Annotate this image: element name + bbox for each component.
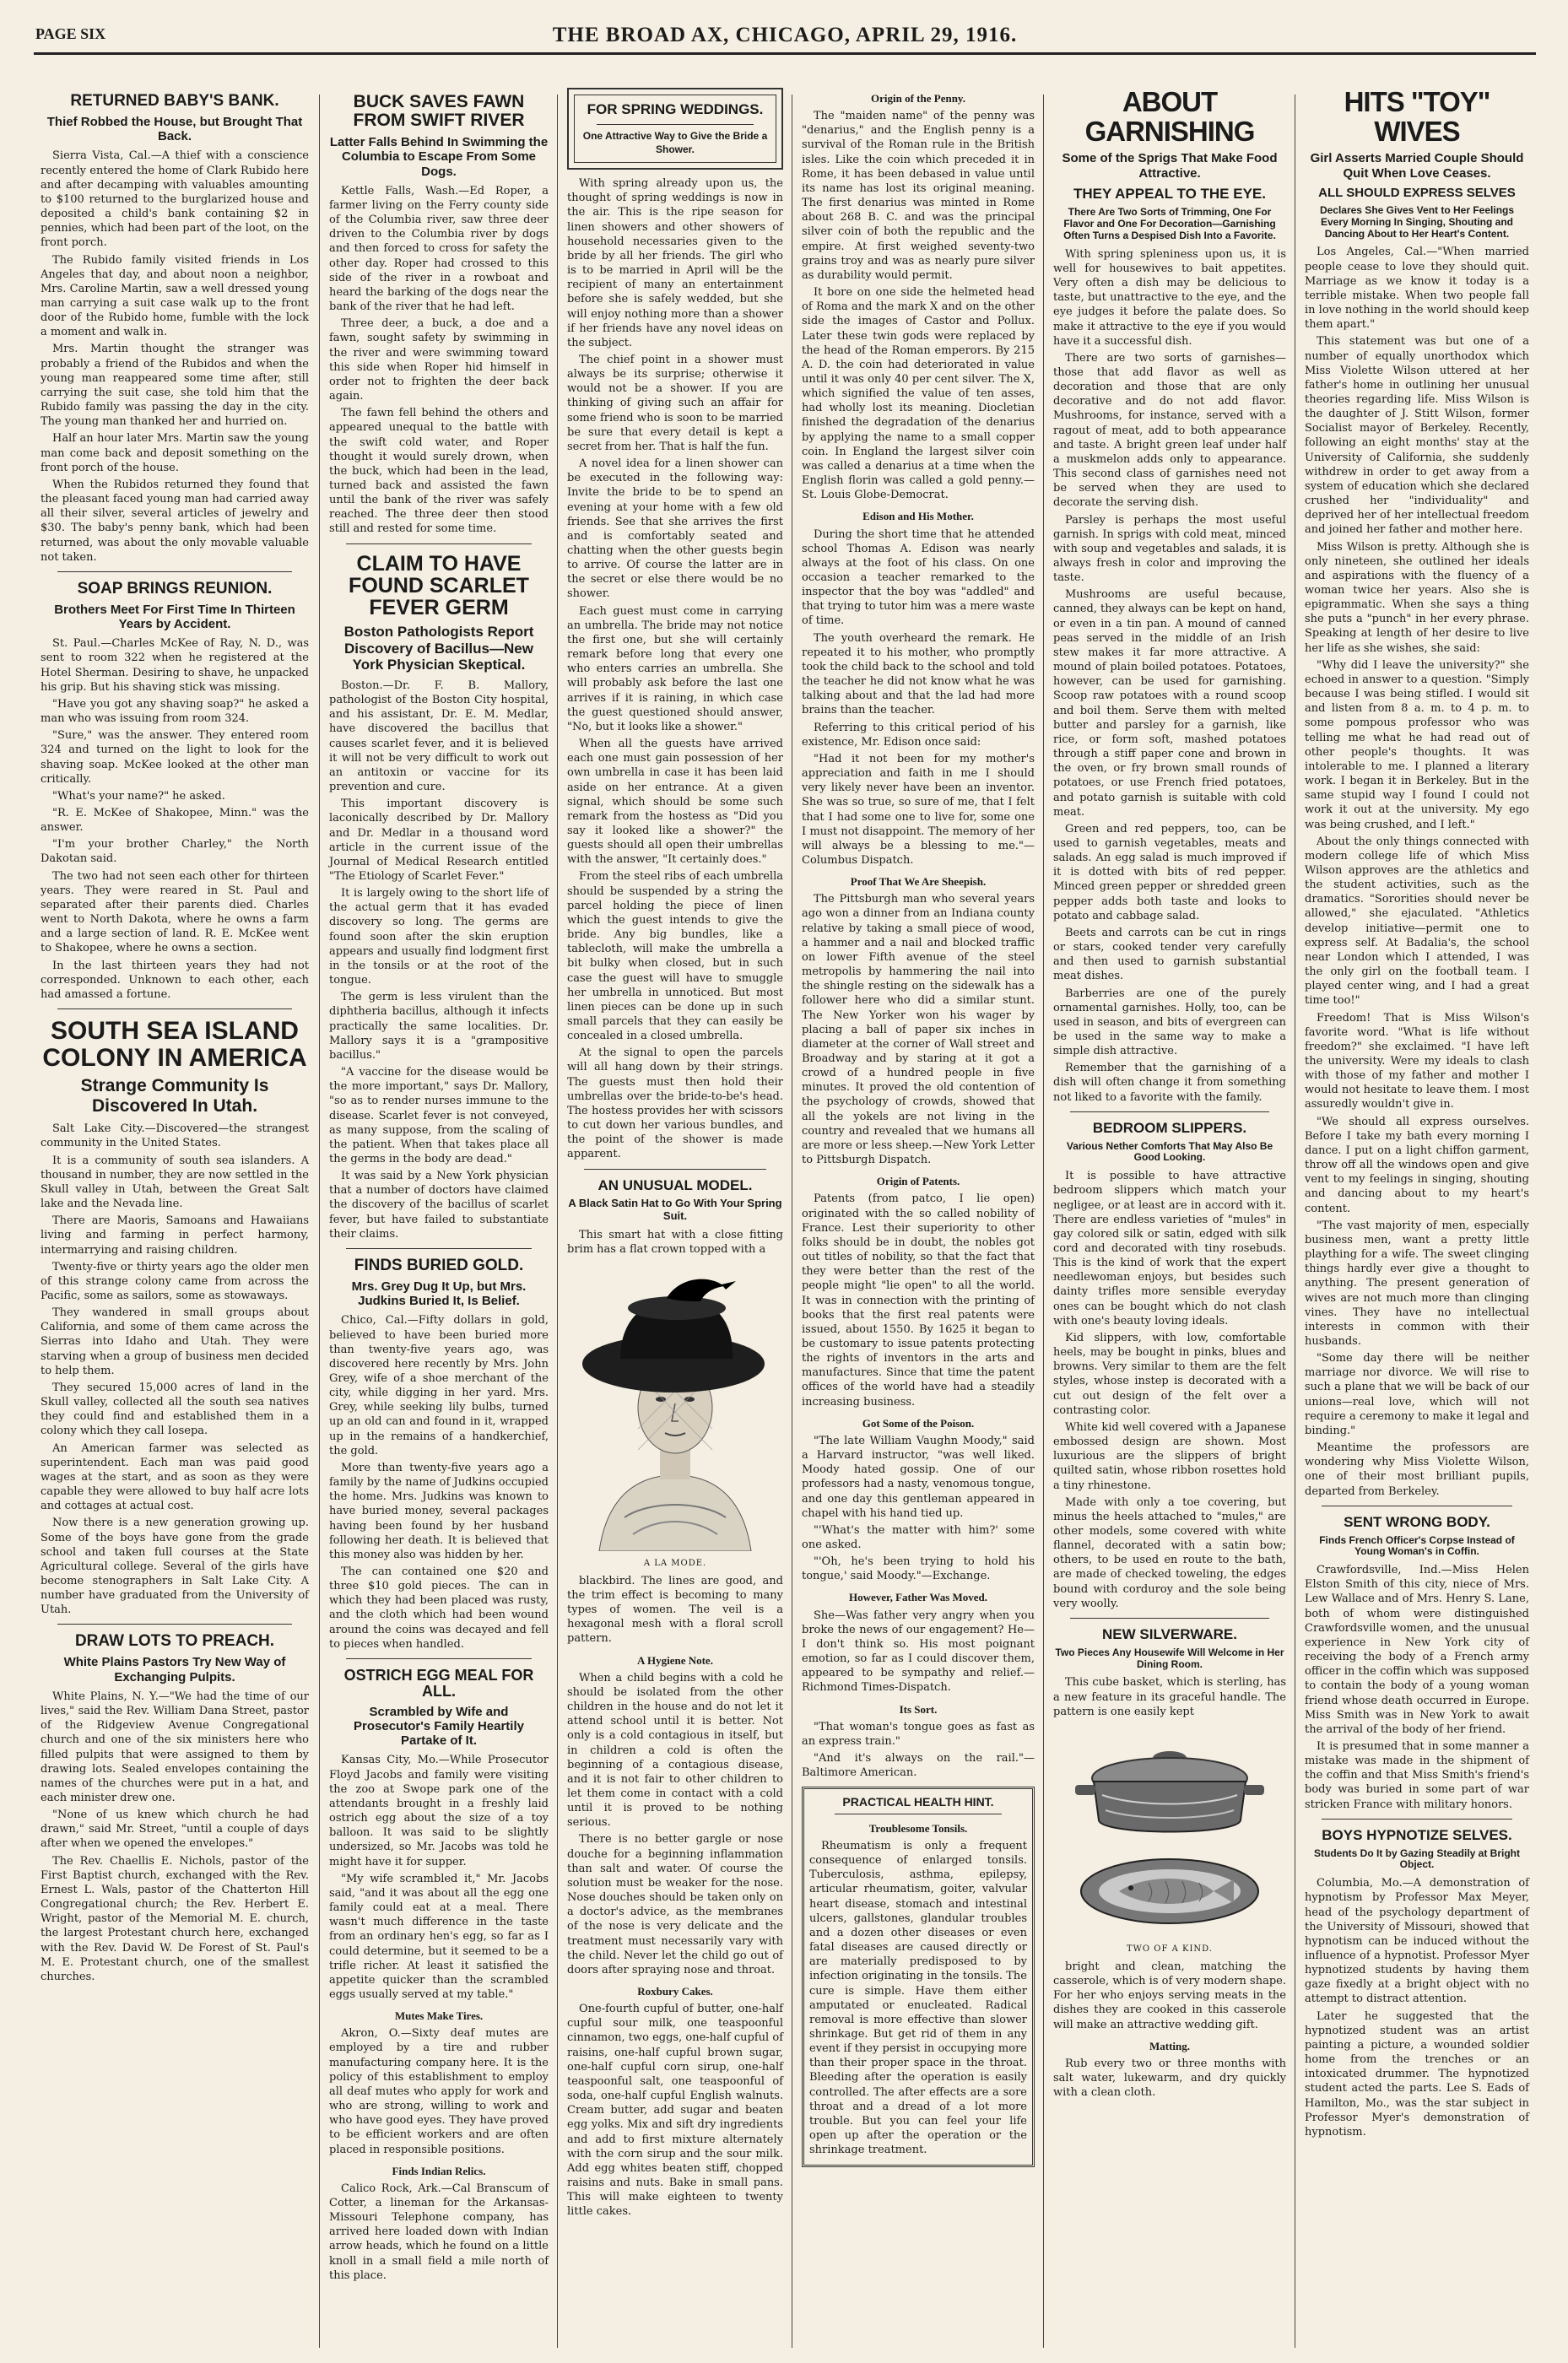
divider xyxy=(57,1008,292,1009)
figure-caption: TWO OF A KIND. xyxy=(1126,1944,1214,1954)
article-headline: BUCK SAVES FAWN FROM SWIFT RIVER xyxy=(353,92,525,131)
article-headline: Finds Indian Relics. xyxy=(392,2164,486,2177)
article-headline: Origin of the Penny. xyxy=(871,92,965,105)
paragraph: When the Rubidos returned they found that the pleasant faced young man had carried away all their silver, several articles of jewelry and $30. The baby's penny bank, which had been returned, was about the only movable valuable not taken. xyxy=(41,478,309,564)
paragraph: Kid slippers, with low, comfortable heels, may be bought in pinks, blues and browns. Very similar to them are the felt styles, whose instep is decorated with a cut out design of the felt over a contrasting color. xyxy=(1053,1331,1286,1417)
divider xyxy=(57,571,292,572)
paragraph: Boston.—Dr. F. B. Mallory, pathologist of the Boston City hospital, and his assistant, Dr. E. M. Medlar, have discovered the bacillus that causes scarlet fever, and it is believed it will not be very difficult to work out an antitoxin or vaccine for its prevention and cure. xyxy=(329,679,549,794)
article-subhead: Various Nether Comforts That May Also Be Good Looking. xyxy=(1066,1139,1273,1164)
paragraph: "Had it not been for my mother's appreciation and faith in me I should very likely never have been an inventor. She was so true, so sure of me, that I felt that I had some one to live for, some one I must not disappoint. The memory of her will always be a blessing to me."—Columbus Dispatch. xyxy=(802,752,1035,867)
paragraph: The chief point in a shower must always be its surprise; otherwise it would not be a shower. If you are thinking of giving such an affair for some friend who is soon to be married be sure that every detail is kept a secret from her. That is half the fun. xyxy=(567,353,783,453)
paragraph: Mushrooms are useful because, canned, they always can be kept on hand, or even in a tin pan. A mound of canned peas served in the middle of an Irish stew makes it far more attractive. A mound of plain boiled potatoes. Potatoes, however, can be used for garnishing. Scoop raw potatoes with a round scoop and boil them. Serve them with melted butter and parsley for a garnish, like rice, or form soft, mashed potatoes through a stiff paper cone and brown in the oven, or fry brown small rounds of potatoes, or use French fried potatoes, and potato garnish is suitable with cold meat. xyxy=(1053,588,1286,819)
article-headline: PRACTICAL HEALTH HINT. xyxy=(842,1795,994,1809)
article-subhead: Declares She Gives Vent to Her Feelings Every Morning In Singing, Shouting and Dancing About to Her Heart's Content. xyxy=(1319,204,1515,240)
paragraph: Parsley is perhaps the most useful garnish. In sprigs with cold meat, minced with soup and vegetables and salads, it is always fresh in color and improving the taste. xyxy=(1053,513,1286,585)
paragraph: Salt Lake City.—Discovered—the strangest community in the United States. xyxy=(41,1122,309,1150)
article-headline: Matting. xyxy=(1149,2039,1191,2052)
paragraph: With spring spleniness upon us, it is well for housewives to bait appetites. Very often a dish may be delicious to taste, but unattractive to the eye, and the eye judges it before the palate does. So make it attractive to the eye if you would have it a successful dish. xyxy=(1053,247,1286,348)
paragraph: White kid well covered with a Japanese embossed design are shown. Most luxurious are the slippers of bright quilted satin, whose ribbon rosettes hold a tiny rhinestone. xyxy=(1053,1420,1286,1492)
divider xyxy=(584,1169,766,1170)
paragraph: It was said by a New York physician that a number of doctors have claimed the discovery of the bacillus of scarlet fever, but have failed to substantiate their claims. xyxy=(329,1170,549,1241)
article-headline: RETURNED BABY'S BANK. xyxy=(70,92,279,110)
column-rule xyxy=(1043,95,1044,2348)
paragraph: During the short time that he attended school Thomas A. Edison was nearly always at the foot of his class. On one occasion a teacher remarked to the inspector that the boy was "addled" and that trying to tutor him was a mere waste of time. xyxy=(802,527,1035,628)
paragraph: The two had not seen each other for thirteen years. They were reared in St. Paul and separated after their parents died. Charles went to North Dakota, where he owns a farm and a large section of land. R. E. McKee went to Shakopee, where he owns a section. xyxy=(41,869,309,955)
paragraph: Three deer, a buck, a doe and a fawn, sought safety by swimming in the river and were swimming toward this side when Roper hid himself in order not to frighten the deer back again. xyxy=(329,317,549,403)
paragraph: Green and red peppers, too, can be used to garnish vegetables, meats and salads. An egg salad is much improved if it is dotted with bits of red pepper. Minced green pepper or shredded green pepper adds both taste and looks to potato and cabbage salad. xyxy=(1053,822,1286,922)
article-headline: Mutes Make Tires. xyxy=(394,2009,484,2023)
paragraph: "That woman's tongue goes as fast as an express train." xyxy=(802,1720,1035,1748)
divider xyxy=(346,1658,532,1659)
paragraph: "'Oh, he's been trying to hold his tongue,' said Moody."—Exchange. xyxy=(802,1555,1035,1583)
paragraph: blackbird. The lines are good, and the trim effect is becoming to many types of women. The veil is a hexagonal mesh with a floral scroll pattern. xyxy=(567,1574,783,1646)
article-headline: SOUTH SEA ISLAND COLONY IN AMERICA xyxy=(42,1017,307,1072)
paragraph: "And it's always on the rail."—Baltimore American. xyxy=(802,1752,1035,1780)
paragraph: The can contained one $20 and three $10 gold pieces. The can in which they had been placed was rusty, and the cloth which had been wound around the coins was decayed and fell to pieces when handled. xyxy=(329,1565,549,1651)
paragraph: "A vaccine for the disease would be the more important," says Dr. Mallory, "so as to render nurses immune to the disease. Scarlet fever is not conveyed, as many suppose, from the scaling of the patient. When that takes place all the germs in the body are dead." xyxy=(329,1066,549,1165)
paragraph: "My wife scrambled it," Mr. Jacobs said, "and it was about all the egg one family could eat at a meal. There wasn't much difference in the taste from an ordinary hen's egg, so far as I could determine, but it seemed to be a trifle richer. At least it satisfied the appetite quicker than the scrambled eggs usually served at my table." xyxy=(329,1872,549,2001)
paragraph: Calico Rock, Ark.—Cal Branscum of Cotter, a lineman for the Arkansas-Missouri Telephone company, has arrived here loaded down with Indian arrow heads, which he found on a little knoll in a small field a mile north of this place. xyxy=(329,2182,549,2282)
column-2 xyxy=(322,84,555,2329)
paragraph: They secured 15,000 acres of land in the Skull valley, collected all the south sea natives they could find and established them in a colony which they call Iosepa. xyxy=(41,1381,309,1438)
article-subhead: There Are Two Sorts of Trimming, One For Flavor and One For Decoration—Garnishing Often Turns a Despised Dish Into a Favorite. xyxy=(1063,206,1276,241)
paragraph: With spring already upon us, the thought of spring weddings is now in the air. This is the ripe season for linen showers and other showers of household necessaries given to the bride by all her friends. The girl who is to be married in April will be the recipient of many an entertainment before she is safely wedded, but she will enjoy nothing more than a shower if her friends have any novel ideas on the subject. xyxy=(567,177,783,349)
paragraph: A novel idea for a linen shower can be executed in the following way: Invite the bride to be to spend an evening at your home with a few old friends. See that she arrives the first and is comfortably seated and chatting when the other guests begin to arrive. Of course the latter are in the secret or else there would be no shower. xyxy=(567,457,783,601)
article-headline: BEDROOM SLIPPERS. xyxy=(1092,1119,1247,1136)
article-headline: Proof That We Are Sheepish. xyxy=(850,875,987,889)
paragraph: "The late William Vaughn Moody," said a Harvard instructor, "was well liked. Moody hated gossip. One of our professors had a nasty, venomous tongue, and one day this gentleman appeared in chapel with his hand tied up. xyxy=(802,1434,1035,1520)
paragraph: This cube basket, which is sterling, has a new feature in its graceful handle. The pattern is one easily kept xyxy=(1053,1676,1286,1718)
column-4 xyxy=(795,84,1041,2329)
paragraph: Later he suggested that the hypnotized student was an artist painting a picture, a wounded soldier home from the trenches or an intoxicated drummer. The hypnotized student acted the parts. Lee S. Eads of Hamilton, Mo., was the star subject in Professor Myer's demonstration of hypnotism. xyxy=(1305,2009,1529,2139)
paragraph: An American farmer was selected as superintendent. Each man was paid good wages at the start, and as soon as they were capable they were allowed to buy half acre lots and cottages at actual cost. xyxy=(41,1441,309,1513)
paragraph: "What's your name?" he asked. xyxy=(52,789,225,803)
paragraph: Akron, O.—Sixty deaf mutes are employed by a tire and rubber manufacturing company here. It is the policy of this establishment to employ all deaf mutes who apply for work and who are strong, willing to work and who have good eyes. They have proved to be efficient workers and are often placed in responsible positions. xyxy=(329,2027,549,2156)
column-rule xyxy=(319,95,320,2348)
paragraph: When a child begins with a cold he should be isolated from the other children in the house and do not let it attend school until it is better. Not only is a cold contagious in itself, but in children a cold is often the beginning of a contagious disease, and it is not fair to other children to let them come in contact with a cold until it is proved to be nothing serious. xyxy=(567,1671,783,1830)
divider xyxy=(1070,1618,1269,1619)
divider xyxy=(346,1248,532,1249)
column-6 xyxy=(1298,84,1536,2329)
paragraph: There are two sorts of garnishes—those that add flavor as well as decoration and those that are only decorative and do not add flavor. Mushrooms, for instance, served with a ragout of meat, add to both appearance and taste. A bright green leaf under half a muskmelon adds only to appearance. This second class of garnishes need not be served when they are used to decorate the serving dish. xyxy=(1053,351,1286,510)
article-headline: Got Some of the Poison. xyxy=(862,1416,975,1430)
paragraph: It is a community of south sea islanders. A thousand in number, they are now settled in the Skull valley in Utah, between the Great Salt lake and the Nevada line. xyxy=(41,1154,309,1211)
column-5 xyxy=(1046,84,1293,2329)
article-headline: Roxbury Cakes. xyxy=(637,1985,713,1998)
paragraph: "R. E. McKee of Shakopee, Minn." was the answer. xyxy=(41,806,309,835)
paragraph: It is largely owing to the short life of the actual germ that it has evaded discovery so long. The germs are found soon after the skin eruption appears and usually find lodgment first in the tonsils or at the root of the tongue. xyxy=(329,887,549,987)
paragraph: "Some day there will be neither marriage nor divorce. We will rise to such a plane that we will be back of our unions—real love, which will not require a ceremony to make it legal and binding." xyxy=(1305,1352,1529,1437)
article-subhead: A Black Satin Hat to Go With Your Spring Suit. xyxy=(568,1197,782,1223)
article-subhead: Two Pieces Any Housewife Will Welcome in Her Dining Room. xyxy=(1055,1646,1284,1670)
page-number: PAGE SIX xyxy=(35,25,106,42)
article-headline: AN UNUSUAL MODEL. xyxy=(597,1176,753,1193)
paragraph: She—Was father very angry when you broke the news of our engagement? He—I don't think so. His most poignant emotion, so far as I could discover them, appeared to be sympathy and relief.—Richmond Times-Dispatch. xyxy=(802,1609,1035,1695)
article-headline: A Hygiene Note. xyxy=(637,1653,713,1667)
paragraph: Kansas City, Mo.—While Prosecutor Floyd Jacobs and family were visiting the zoo at Swope park one of the attendants brought in a freshly laid ostrich egg about the size of a toy balloon. It was said to be slightly undersized, so Mr. Jacobs was told he might have it for supper. xyxy=(329,1754,549,1868)
paragraph: It bore on one side the helmeted head of Roma and the mark X and on the other side the images of Castor and Pollux. Later these twin gods were replaced by the head of the Roman emperors. By 215 A. D. the coin had deteriorated in value until it was only 40 per cent silver. The X, which signified the value of ten asses, had wholly lost its meaning. Diocletian finished the degradation of the denarius by applying the name to a small copper coin. In England the largest silver coin was called a denarius at a time when the English florin was called a gold penny.—St. Louis Globe-Democrat. xyxy=(802,286,1035,502)
paragraph: White Plains, N. Y.—"We had the time of our lives," said the Rev. William Dana Street, pastor of the Ridgeview Avenue Congregational church and one of the six ministers here who filled pulpits that were assigned to them by drawing lots. Sealed envelopes containing the names of the churches were put in a hat, and each minister drew one. xyxy=(41,1690,309,1804)
paragraph: In the last thirteen years they had not corresponded. Unknown to each other, each had amassed a fortune. xyxy=(41,959,309,1001)
paragraph: This important discovery is laconically described by Dr. Mallory and Dr. Medlar in a thousand word article in the current issue of the Journal of Medical Research entitled "The Etiology of Scarlet Fever." xyxy=(329,798,549,884)
paragraph: The Rev. Chaellis E. Nichols, pastor of the First Baptist church, exchanged with the Rev. Ernest L. Wals, pastor of the Chatterton Hill Congregational church; the Rev. Herbert E. Wright, pastor of the Memorial M. E. church, the largest Protestant church here, exchanged with the Rev. David W. De Forest of St. Paul's M. E. Protestant church, one of the smallest churches. xyxy=(41,1854,309,1983)
paragraph: Twenty-five or thirty years ago the older men of this strange colony came from across the Pacific, some as sailors, some as stowaways. xyxy=(41,1260,309,1302)
paragraph: They wandered in small groups about California, and some of them came across the Sierras into Idaho and Utah. They were starving when a group of business men decided to help them. xyxy=(41,1306,309,1377)
paragraph: About the only things connected with modern college life of which Miss Wilson approves are the athletics and the student activities, such as the dramatics. "Sororities should never be allowed," she ejaculated. "Athletics develop initiative—permit one to express self. At Badalia's, the school near London which I attended, I was the only girl on the football team. I played center wing, and I had a great time too!" xyxy=(1305,835,1529,1008)
article-headline: FOR SPRING WEDDINGS. xyxy=(587,101,764,117)
article-headline: NEW SILVERWARE. xyxy=(1102,1625,1237,1642)
paragraph: From the steel ribs of each umbrella should be suspended by a string the parcel holding the piece of linen which the guest intends to give the bride. Any big bundles, like a tablecloth, will make the umbrella a bit bulky when closed, but in such case the guest will have to smuggle her umbrella in unnoticed. But most linen pieces can be done up in such small parcels that they can easily be concealed in a closed umbrella. xyxy=(567,870,783,1043)
paragraph: Now there is a new generation growing up. Some of the boys have gone from the grade school and taken full courses at the State Agricultural college. Several of the girls have become stenographers in Salt Lake City. A number have graduated from the University of Utah. xyxy=(41,1517,309,1617)
article-subhead: Finds French Officer's Corpse Instead of Young Woman's in Coffin. xyxy=(1319,1533,1515,1558)
hat-illustration xyxy=(567,1264,783,1551)
paragraph: The fawn fell behind the others and appeared unequal to the battle with the swift cold water, and Roper thought it would surely drown, when the buck, which had been in the lead, turned back and assisted the fawn until the bank of the river was safely reached. The three deer then stood still and rested for some time. xyxy=(329,407,549,536)
paragraph: Rub every two or three months with salt water, lukewarm, and dry quickly with a clean cloth. xyxy=(1053,2057,1286,2100)
paragraph: "The vast majority of men, especially business men, want a pretty little plaything for a wife. The sweet clinging things hardly ever give a thought to anything. The present generation of wives are not much more than clinging vines. They have no intellectual interests in common with their husbands. xyxy=(1305,1219,1529,1348)
paragraph: "Have you got any shaving soap?" he asked a man who was issuing from room 324. xyxy=(41,697,309,726)
paragraph: "We should all express ourselves. Before I take my bath every morning I dance. I put on a light chiffon garment, throw off all the windows open and give vent to my feelings in singing, shouting and dancing about to my heart's content. xyxy=(1305,1115,1529,1215)
article-subhead: Scrambled by Wife and Prosecutor's Family Heartily Partake of It. xyxy=(354,1704,524,1749)
article-subhead: Girl Asserts Married Couple Should Quit When Love Ceases. xyxy=(1310,151,1524,181)
article-headline: BOYS HYPNOTIZE SELVES. xyxy=(1322,1826,1512,1843)
paragraph: Barberries are one of the purely ornamental garnishes. Holly, too, can be used in season, and bits of evergreen can be used in the same way to make a simple dish attractive. xyxy=(1053,987,1286,1058)
paragraph: Made with only a toe covering, but minus the heels attached to "mules," are other models, some covered with white flannel, decorated with a satin bow; others, to be used en route to the bath, are made of checked toweling, the edges bound with corduroy and the sole being very woolly. xyxy=(1053,1495,1286,1610)
paragraph: bright and clean, matching the casserole, which is of very modern shape. For her who enjoys serving meats in the dishes they are cooked in this casserole will make an attractive wedding gift. xyxy=(1053,1960,1286,2031)
article-subhead: Boston Pathologists Report Discovery of Bacillus—New York Physician Skeptical. xyxy=(343,624,534,673)
article-headline: HITS "TOY" WIVES xyxy=(1344,86,1490,147)
paragraph: There are Maoris, Samoans and Hawaiians living and farming in perfect harmony, intermarrying and raising children. xyxy=(41,1214,309,1257)
paragraph: "I'm your brother Charley," the North Dakotan said. xyxy=(41,838,309,866)
paragraph: This statement was but one of a number of equally unorthodox which Miss Violette Wilson uttered at her father's home in outlining her unusual theories regarding life. Miss Wilson is the daughter of J. Stitt Wilson, former Socialist mayor of Berkeley. Recently, following an eight months' stay at the University of California, she suddenly withdrew in order to get away from a system of education which she declared crushed her "individuality" and deprived her of her intellectual freedom and joined her father and mother here. xyxy=(1305,335,1529,537)
article-headline: Origin of Patents. xyxy=(876,1175,960,1188)
article-headline: FINDS BURIED GOLD. xyxy=(354,1256,524,1274)
masthead xyxy=(34,22,1536,55)
divider xyxy=(57,1624,292,1625)
article-box xyxy=(567,88,783,170)
article-subhead: Latter Falls Behind In Swimming the Columbia to Escape From Some Dogs. xyxy=(329,135,549,179)
article-headline: SENT WRONG BODY. xyxy=(1344,1513,1490,1530)
paragraph: Sierra Vista, Cal.—A thief with a conscience recently entered the home of Clark Rubido here and after decamping with valuables amounting to $100 returned to the burglarized house and deposited a child's bank containing $2 in pennies, which had been part of the loot, on the front porch. xyxy=(41,149,309,250)
article-subhead: Strange Community Is Discovered In Utah. xyxy=(80,1076,269,1117)
article-headline: However, Father Was Moved. xyxy=(848,1591,988,1604)
article-subhead: Students Do It by Gazing Steadily at Bright Object. xyxy=(1313,1847,1521,1871)
article-headline: SOAP BRINGS REUNION. xyxy=(77,579,273,598)
paragraph: St. Paul.—Charles McKee of Ray, N. D., was sent to room 322 when he registered at the Hotel Sherman. Desiring to shave, he unpacked his grip. But his shaving stick was missing. xyxy=(41,637,309,694)
paragraph: Half an hour later Mrs. Martin saw the young man come back and deposit something on the front porch of the house. xyxy=(41,432,309,474)
paragraph: The Rubido family visited friends in Los Angeles that day, and about noon a neighbor, Mrs. Caroline Martin, saw a well dressed young man carrying a suit case walk up to the front door of the Rubido home, fumble with the lock a moment and walk in. xyxy=(41,253,309,339)
article-subhead: Troublesome Tonsils. xyxy=(868,1821,968,1835)
article-subhead: One Attractive Way to Give the Bride a Shower. xyxy=(582,130,768,156)
paragraph: Columbia, Mo.—A demonstration of hypnotism by Professor Max Meyer, head of the psychology department of the University of Missouri, showed that hypnotism can be induced without the influence of a hypnotist. Professor Myer hypnotized students by having them gaze fixedly at a bright object with no attempt to distract attention. xyxy=(1305,1877,1529,2006)
paragraph: At the signal to open the parcels will all hang down by their strings. The guests must then hold their umbrellas over the bride-to-be's head. The hostess provides her with scissors to cut down her various bundles, and the point of the shower is made apparent. xyxy=(567,1046,783,1161)
paragraph: "Why did I leave the university?" she echoed in answer to a question. "Simply because I was being stifled. I would sit and listen from 8 a. m. to 4 p. m. to some pompous professor who was telling me what he had read out of other people's thoughts. It was intolerable to me. I planned a literary work. I began it in Berkeley. But in the same stupid way I found I could not work it out at the university. My ego was being crushed, and I left." xyxy=(1305,658,1529,831)
article-headline: Its Sort. xyxy=(899,1702,938,1716)
paragraph: The youth overheard the remark. He repeated it to his mother, who promptly took the child back to the school and told the teacher he did not know what he was talking about and that the lad had more brains than the teacher. xyxy=(802,631,1035,717)
paragraph: "Sure," was the answer. They entered room 324 and turned on the light to look for the shaving soap. McKee looked at the other man critically. xyxy=(41,729,309,786)
paragraph: "'What's the matter with him?' some one asked. xyxy=(802,1523,1035,1551)
paragraph: Miss Wilson is pretty. Although she is only nineteen, she outlined her ideals and aspirations with the fluency of a woman twice her years. Also she is epigrammatic. When she says a thing she puts a "punch" in her every phrase. Speaking at length of her desire to live her life as she wishes, she said: xyxy=(1305,540,1529,655)
paragraph: This smart hat with a close fitting brim has a flat crown topped with a xyxy=(567,1229,783,1257)
paragraph: Beets and carrots can be cut in rings or stars, cooked tender very carefully and then used to garnish substantial meat dishes. xyxy=(1053,926,1286,983)
divider xyxy=(346,543,532,544)
figure-caption: A LA MODE. xyxy=(643,1558,707,1568)
paragraph: The germ is less virulent than the diphtheria bacillus, although it infects practically the same localities. Dr. Mallory says it is a "grampositive bacillus." xyxy=(329,991,549,1062)
paragraph: When all the guests have arrived each one must gain possession of her own umbrella in case it has been laid aside on her entrance. At a given signal, which should be some such remark from the hostess as "Did you say it looked like a shower?" the guests should all open their umbrellas with the answer, "It certainly does." xyxy=(567,738,783,867)
health-hint-box xyxy=(802,1787,1035,2167)
silverware-illustration xyxy=(1053,1726,1286,1937)
paragraph: There is no better gargle or nose douche for a beginning inflammation than salt and water. Of course the solution must be weaker for the nose. Nose douches should be taken only on a doctor's advice, as the membranes of the nose is very delicate and the treatment must necessarily vary with the child. Never let the child go out of doors after spraying nose and throat. xyxy=(567,1833,783,1976)
paragraph: Patents (from patco, I lie open) originated with the so called nobility of France. Lest their superiority to other folks should be in doubt, the nobles got out titles of nobility, so that the fact that they were better than the rest of the people might "lie open" to all the world. It was in connection with the printing of books that the first real patents were issued, about 1550. By 1625 it began to be customary to issue patents protecting the rights of inventors in the arts and manufactures. Since that time the patent offices of the world have had a steadily increasing business. xyxy=(802,1192,1035,1409)
paragraph: Each guest must come in carrying an umbrella. The bride may not notice the first one, but she will certainly remark before long that every one who enters carries an umbrella. She will probably ask before the last one arrives if it is raining, in which case the guest questioned should answer, "No, but it looks like a shower." xyxy=(567,604,783,733)
paragraph: More than twenty-five years ago a family by the name of Judkins occupied the home. Mrs. Judkins was known to have buried money, several packages having been found by her husband following her death. It is believed that this money also was hidden by her. xyxy=(329,1461,549,1561)
paragraph: Meantime the professors are wondering why Miss Violette Wilson, one of their most brilliant pupils, departed from Berkeley. xyxy=(1305,1441,1529,1498)
paragraph: Kettle Falls, Wash.—Ed Roper, a farmer living on the Ferry county side of the Columbia river, saw three deer driven to the Columbia river by dogs and then forced to cross for safety the other day. Roper had crossed to this side of the river in a rowboat and heard the barking of the dogs near the bank of the river that he had left. xyxy=(329,184,549,314)
article-subhead: Brothers Meet For First Time In Thirteen Years by Accident. xyxy=(54,602,295,631)
article-subhead: White Plains Pastors Try New Way of Exchanging Pulpits. xyxy=(63,1655,286,1684)
paragraph: It is possible to have attractive bedroom slippers which match your negligee, or at least are in accord with it. There are endless varieties of "mules" in gay colored silk or satin, edged with silk cord and decorated with tiny rosebuds. This is the kind of work that the expert needlewoman enjoys, but besides such dainty trifles more sensible everyday ones can be bought which do not clash with one's beauty loving ideals. xyxy=(1053,1170,1286,1327)
article-subhead: Thief Robbed the House, but Brought That Back. xyxy=(46,114,303,144)
article-subhead: THEY APPEAL TO THE EYE. xyxy=(1073,185,1266,202)
column-3 xyxy=(560,84,790,2329)
article-subhead: Some of the Sprigs That Make Food Attractive. xyxy=(1062,151,1278,181)
newspaper-title: THE BROAD AX, CHICAGO, APRIL 29, 1916. xyxy=(552,24,1018,46)
paragraph: Los Angeles, Cal.—"When married people cease to love they should quit. Marriage as we know it today is a terrible mistake. When two people fall in love nothing in the world should keep them apart." xyxy=(1305,246,1529,332)
paragraph: It is presumed that in some manner a mistake was made in the shipment of the coffin and that Miss Smith's friend's body was buried in some part of war stricken France with military honors. xyxy=(1305,1740,1529,1811)
paragraph: The "maiden name" of the penny was "denarius," and the English penny is a survival of the Roman rule in the British isles. Like the coin which preceded it in Rome, it has been debased in value until its name has lost its original meaning. The first denarius was minted in Rome about 268 B. C. and was the principal silver coin of both the republic and the empire. At first weighed seventy-two grains troy and was as nearly pure silver as durability would permit. xyxy=(802,110,1035,282)
paragraph: The Pittsburgh man who several years ago won a dinner from an Indiana county relative by taking a small piece of wood, a hammer and a nail and blocked traffic on lower Fifth avenue of the steel metropolis by hammering the nail into the shingle resting on the sidewalk has a follower here who did a similar stunt. The New Yorker won his wager by placing a ball of paper six inches in diameter at the corner of Wall street and Broadway and by staring at it got a crowd of a hundred people in five minutes. It proved the old contention of the psychology of crowds, showed that all the yokels are not living in the country and revealed that we humans all are more or less sheep.—New York Letter to Pittsburgh Dispatch. xyxy=(802,893,1035,1167)
paragraph: Crawfordsville, Ind.—Miss Helen Elston Smith of this city, niece of Mrs. Lew Wallace and of Mrs. Henry S. Lane, both of whom were distinguished Crawfordsville women, and the unusual experience in New York city of receiving the body of a French army officer in the coffin which was supposed to contain the body of a young woman friend whose death occurred in Europe. Miss Smith was in New York to await the arrival of the body of her friend. xyxy=(1305,1564,1529,1736)
paragraph: Remember that the garnishing of a dish will often change it from something not liked to a favorite with the family. xyxy=(1053,1062,1286,1104)
paragraph: "None of us knew which church he had drawn," said Mr. Street, "until a couple of days after when we opened the envelopes." xyxy=(41,1809,309,1851)
paragraph: Rheumatism is only a frequent consequence of enlarged tonsils. Tuberculosis, asthma, epilepsy, articular rheumatism, goiter, valvular heart disease, stomach and intestinal ulcers, gallstones, glandular troubles and a dozen other diseases or even fatal diseases are caused directly or are materially predisposed to by infection originating in the tonsils. The cure is simple. Have them either amputated or enucleated. Radical removal is more effective than slower shrinkage. But get rid of them in any event if they persist in occupying more than their proper space in the throat. Bleeding after the operation is easily controlled. The after effects are a sore throat and a dread of a lot more trouble. But you can feel your life open up after the operation or the shrinkage treatment. xyxy=(809,1839,1027,2157)
article-headline: Edison and His Mother. xyxy=(862,510,974,523)
paragraph: One-fourth cupful of butter, one-half cupful sour milk, one teaspoonful cinnamon, two eggs, one-half cupful of raisins, one-half cupful brown sugar, one-half cupful corn sirup, one-half teaspoonful salt, one teaspoonful of soda, one-half cupful English walnuts. Cream butter, add sugar and beaten egg yolks. Mix and sift dry ingredients and add to first mixture alternately with the corn sirup and the sour milk. Add egg whites beaten stiff, chopped raisins and nuts. Bake in small pans. This will make eighteen to twenty little cakes. xyxy=(567,2003,783,2219)
paragraph: Mrs. Martin thought the stranger was probably a friend of the Rubidos and when the young man reappeared some time after, still carrying the suit case, she told him that the Rubido family was passing the day in the city. The young man thanked her and hurried on. xyxy=(41,343,309,429)
paragraph: Freedom! That is Miss Wilson's favorite word. "What is life without freedom?" she exclaimed. "I have left the university. Were my ideals to clash with those of my father and mother I would not hesitate to leave them. I most assuredly wouldn't give in. xyxy=(1305,1011,1529,1111)
divider xyxy=(1322,1819,1512,1820)
article-headline: CLAIM TO HAVE FOUND SCARLET FEVER GERM xyxy=(349,551,529,620)
article-headline: ABOUT GARNISHING xyxy=(1084,86,1255,147)
column-1 xyxy=(34,84,316,2329)
article-subhead: Mrs. Grey Dug It Up, but Mrs. Judkins Buried It, Is Belief. xyxy=(351,1279,527,1309)
paragraph: Referring to this critical period of his existence, Mr. Edison once said: xyxy=(802,721,1035,749)
article-headline: DRAW LOTS TO PREACH. xyxy=(74,1632,275,1651)
article-headline: OSTRICH EGG MEAL FOR ALL. xyxy=(343,1666,534,1700)
column-rule xyxy=(557,95,558,2348)
article-subhead: ALL SHOULD EXPRESS SELVES xyxy=(1318,185,1516,200)
divider xyxy=(1070,1111,1269,1112)
paragraph: Chico, Cal.—Fifty dollars in gold, believed to have been buried more than twenty-five years ago, was discovered here recently by Mrs. John Grey, wife of a shoe merchant of the city, while digging in her yard. Mrs. Grey, while seeking lily bulbs, turned up an old can and found in it, wrapped up in the remains of a handkerchief, the gold. xyxy=(329,1314,549,1457)
